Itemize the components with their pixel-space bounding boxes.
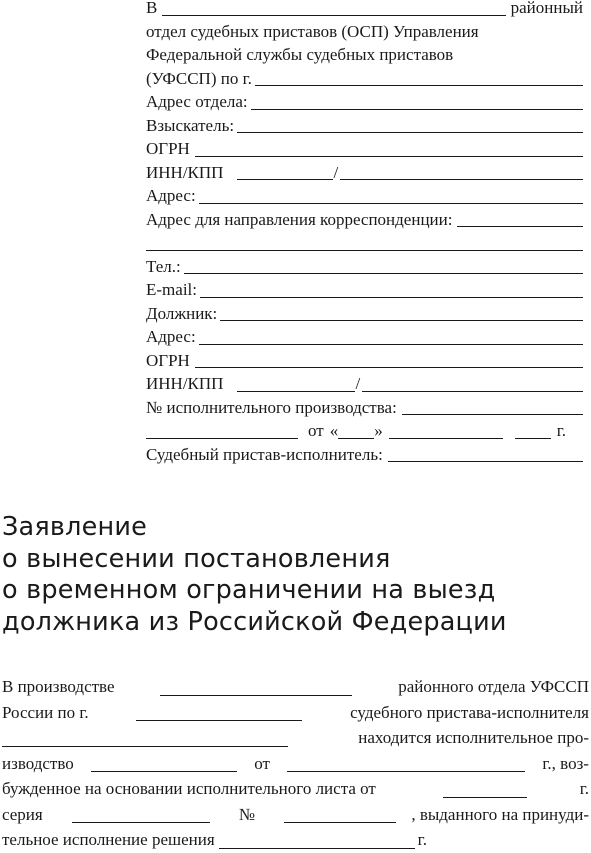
header-line-innkpp-2 xyxy=(146,372,583,396)
tel-label: Тел.: xyxy=(146,256,181,276)
city-blank xyxy=(255,85,583,86)
debtor-blank xyxy=(220,320,583,321)
claimant-address-blank xyxy=(199,203,583,204)
header-line-email xyxy=(146,278,583,302)
claimant-inn-blank xyxy=(237,178,333,180)
date-year-blank xyxy=(515,437,551,439)
corr-address-label: Адрес для направления корреспонденции: xyxy=(146,209,453,229)
header-line-to xyxy=(146,0,583,20)
debtor-ogrn-blank xyxy=(195,367,583,368)
body-text-3b: находится исполнительное про- xyxy=(358,728,589,747)
body-blank-city xyxy=(136,719,302,721)
body-text-1b: районного отдела УФССП xyxy=(398,677,589,696)
header-line-corr-address-cont xyxy=(146,231,583,255)
header-line-tel xyxy=(146,255,583,279)
title-line-4: должника из Российской Федерации xyxy=(2,606,507,637)
corr-address-blank-2 xyxy=(146,250,583,251)
body-line-6 xyxy=(2,802,589,828)
debtor-address-label: Адрес: xyxy=(146,327,196,346)
body-blank-series xyxy=(72,821,210,823)
body-text-4b: от xyxy=(254,753,270,773)
header-line-ogrn-1 xyxy=(146,137,583,161)
title-line-3: о временном ограничении на выезд xyxy=(2,575,496,605)
body-text-6b: № xyxy=(238,804,256,824)
claimant-kpp-blank xyxy=(340,179,583,180)
email-blank xyxy=(200,297,583,298)
body-line-2 xyxy=(2,700,589,726)
header-line-claimant xyxy=(146,114,583,138)
title-line-2: о вынесении постановления xyxy=(2,543,391,574)
dept-address-label: Адрес отдела: xyxy=(146,92,248,111)
body-blank-proceeding-date xyxy=(287,770,525,772)
debtor-label: Должник: xyxy=(146,303,218,323)
bailiff-label: Судебный пристав-исполнитель: xyxy=(146,444,383,464)
body-text-2a: России по г. xyxy=(2,702,89,722)
debtor-innkpp-label: ИНН/КПП xyxy=(146,374,224,393)
body-text-4c: г., воз- xyxy=(542,753,589,773)
proceeding-no-blank-2 xyxy=(146,437,298,439)
title-line-1: Заявление xyxy=(2,512,148,542)
proceeding-no-blank xyxy=(402,414,583,415)
debtor-address-blank xyxy=(199,344,583,345)
tel-blank xyxy=(184,273,583,274)
corr-address-blank xyxy=(457,226,583,227)
claimant-ogrn-label: ОГРН xyxy=(146,139,190,158)
body-blank-writ-date xyxy=(443,796,527,798)
header-line-3 xyxy=(146,43,583,67)
body-text-6a: серия xyxy=(2,804,43,824)
body-text-4a: изводство xyxy=(2,753,74,773)
to-prefix: В xyxy=(146,0,158,17)
body-line-3 xyxy=(2,725,589,751)
body-line-1 xyxy=(2,674,589,700)
claimant-blank xyxy=(237,132,583,133)
date-quote-open: « xyxy=(329,421,339,440)
body-line-5 xyxy=(2,776,589,802)
claimant-ogrn-blank xyxy=(195,156,583,157)
dept-address-blank xyxy=(251,109,583,110)
bailiff-blank xyxy=(388,461,583,462)
header-line-corr-address xyxy=(146,208,583,232)
body-text-1a: В производстве xyxy=(2,677,115,696)
debtor-ogrn-label: ОГРН xyxy=(146,350,190,370)
to-suffix: районный xyxy=(510,0,583,17)
claimant-innkpp-label: ИНН/КПП xyxy=(146,162,224,182)
header-line-proceeding-date xyxy=(146,419,583,443)
header-line-proceeding xyxy=(146,396,583,420)
date-year-suffix: г. xyxy=(556,421,567,440)
header-line-bailiff xyxy=(146,443,583,467)
body-text-7a: тельное исполнение решения xyxy=(2,830,215,849)
claimant-innkpp-slash: / xyxy=(333,162,339,182)
debtor-innkpp-slash: / xyxy=(355,374,361,393)
header-text-line2: отдел судебных приставов (ОСП) Управления xyxy=(146,21,479,41)
body-text-7b: г. xyxy=(417,830,427,849)
header-line-innkpp-1 xyxy=(146,161,583,185)
header-line-ogrn-2 xyxy=(146,349,583,373)
body-text-2b: судебного пристава-исполнителя xyxy=(350,702,589,722)
statement-body xyxy=(2,674,589,853)
body-blank-bailiff xyxy=(2,745,288,747)
date-month-blank xyxy=(389,437,503,439)
district-blank xyxy=(162,15,505,16)
body-blank-dept xyxy=(160,694,352,696)
body-line-7 xyxy=(2,827,589,853)
header-line-2 xyxy=(146,20,583,44)
body-text-5a: бужденное на основании исполнительного листа от xyxy=(2,779,376,798)
date-quote-close: » xyxy=(374,421,383,440)
body-line-4 xyxy=(2,751,589,777)
email-label: E-mail: xyxy=(146,280,197,299)
header-line-dept-address xyxy=(146,90,583,114)
document-title xyxy=(2,512,591,638)
debtor-kpp-blank xyxy=(362,391,583,392)
proceeding-from-label: от xyxy=(308,421,324,440)
header-line-address-2 xyxy=(146,325,583,349)
header-text-city-label: (УФССП) по г. xyxy=(146,68,252,88)
body-blank-decision xyxy=(219,847,415,849)
body-text-5b: г. xyxy=(579,779,589,798)
proceeding-no-label: № исполнительного производства: xyxy=(146,397,397,417)
body-text-6c: , выданного на принуди- xyxy=(411,804,589,824)
claimant-label: Взыскатель: xyxy=(146,115,235,135)
debtor-inn-blank xyxy=(237,390,355,392)
body-blank-proceeding xyxy=(91,770,237,772)
header-line-city xyxy=(146,67,583,91)
addressee-block xyxy=(146,0,583,466)
header-text-line3: Федеральной службы судебных приставов xyxy=(146,45,454,64)
body-blank-number xyxy=(284,821,396,823)
claimant-address-label: Адрес: xyxy=(146,186,196,205)
date-day-blank xyxy=(338,437,374,439)
header-line-debtor xyxy=(146,302,583,326)
header-line-address-1 xyxy=(146,184,583,208)
